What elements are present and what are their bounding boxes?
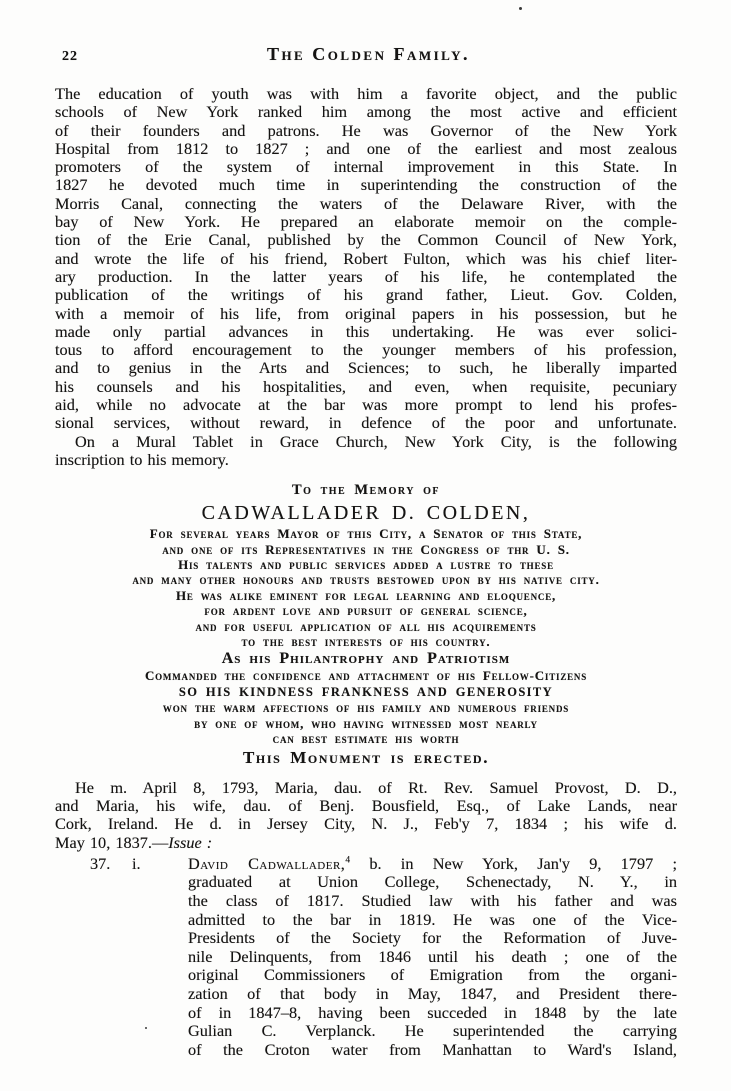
inscription-line: Commanded the confidence and attachment of his Fellow-Citizens [144, 668, 588, 684]
inscription-line: for ardent love and pursuit of general science, [204, 603, 528, 619]
body-text-line: publication of the writings of his grand father, Lieut. Gov. Colden, [55, 285, 677, 305]
body-text-line: tion of the Erie Canal, published by the Common Council of New York, [55, 230, 677, 250]
inscription-line: won the warm affections of his family and numerous friends [162, 700, 570, 716]
ink-speck-left [145, 1027, 147, 1029]
entry-text-line: admitted to the bar in 1819. He was one of the Vice- [188, 909, 677, 929]
body-text-line: Morris Canal, connecting the waters of the Delaware River, with the [55, 193, 677, 213]
entry-continuation-lines [188, 873, 677, 1059]
inscription-line: He was alike eminent for legal learning and eloquence, [175, 587, 557, 603]
entry-text-line: Gulian C. Verplanck. He superintended the carrying [188, 1021, 677, 1041]
memorial-inscription [55, 480, 677, 768]
entry-text-line: original Commissioners of Emigration from the organi- [188, 965, 677, 985]
body-text-line: schools of New York ranked him among the most active and efficient [55, 102, 677, 122]
marriage-lines [55, 779, 677, 834]
inscription-line: by one of whom, who having witnessed most nearly [194, 715, 538, 731]
inscription-line: His talents and public services added a lustre to these [178, 557, 554, 573]
running-title: The Colden Family. [266, 44, 471, 64]
body-text-line: On a Mural Tablet in Grace Church, New York City, is the following [75, 431, 677, 451]
entry-body [188, 855, 677, 1060]
body-text-line: promoters of the system of internal improvement in this State. In [55, 157, 677, 177]
issue-line-date: May 10, 1837.— [55, 832, 169, 852]
inscription-line: As his Philantrophy and Patriotism [221, 650, 511, 668]
ink-speck-top [519, 7, 522, 10]
body-text-line: The education of youth was with him a favorite object, and the public [55, 84, 677, 103]
inscription-line: To the Memory of [292, 482, 440, 499]
entry-text-line: zation of that body in May, 1847, and President there- [188, 983, 677, 1003]
body-text-line: and Maria, his wife, dau. of Benj. Bousfield, Esq., of Lake Lands, near [55, 795, 677, 815]
paragraph-biography [55, 85, 677, 433]
paragraph-marriage [55, 779, 677, 852]
entry-text-line: of in 1847–8, having been succeded in 1848 by the late [188, 1002, 677, 1022]
entry-text-line: graduated at Union College, Schenectady, N. Y., in [188, 872, 677, 892]
inscription-line: to the best interests of his country. [241, 634, 491, 650]
person-name: David Cadwallader, [188, 853, 346, 873]
body-text-line: inscription to his memory. [55, 449, 229, 469]
body-text-line: and to genius in the Arts and Sciences; to such, he liberally imparted [55, 358, 677, 378]
inscription-line: and many other honours and trusts bestowed upon by his native city. [132, 572, 600, 588]
inscription-line: For several years Mayor of this City, a Senator of this State, [149, 526, 583, 542]
body-text-line: his counsels and his hospitalities, and even, when requisite, pecuniary [55, 376, 677, 396]
entry-text-line: nile Delinquents, from 1846 until his death ; one of the [188, 946, 677, 966]
paragraph-mural-tablet [55, 433, 677, 470]
generation-superscript: 4 [345, 855, 351, 866]
body-text-line: aid, while no advocate at the bar was more prompt to lend his profes- [55, 395, 677, 415]
entry-first-line-rest: b. in New York, Jan'y 9, 1797 ; [369, 853, 677, 873]
running-header [0, 0, 731, 65]
body-text-line: and wrote the life of his friend, Robert Fulton, which was his chief liter- [55, 248, 677, 268]
issue-line [55, 834, 677, 852]
body-text-line: bay of New York. He prepared an elaborate memoir on the comple- [55, 212, 677, 232]
inscription-line: and for useful application of all his acquirements [195, 618, 537, 634]
page-number: 22 [62, 49, 78, 64]
body-text-line: with a memoir of his life, from original papers in his possession, but he [55, 303, 677, 323]
issue-label: Issue : [168, 832, 213, 852]
body-text-line: He m. April 8, 1793, Maria, dau. of Rt. Rev. Samuel Provost, D. D., [75, 777, 677, 797]
entry-text-line: Presidents of the Society for the Reformation of Juve- [188, 928, 677, 948]
entry-number: 37. [90, 853, 111, 873]
inscription-line: can best estimate his worth [272, 731, 460, 747]
entry-text-line: the class of 1817. Studied law with his father and was [188, 890, 677, 910]
body-text-line: sional services, without reward, in defence of the poor and unfortunate. [55, 413, 677, 433]
page-content [0, 85, 731, 1059]
body-text-line: made only partial advances in this undertaking. He was ever solici- [55, 321, 677, 341]
issue-entry-37 [55, 855, 677, 1060]
body-text-line: 1827 he devoted much time in superintending the construction of the [55, 175, 677, 195]
body-text-line: Cork, Ireland. He d. in Jersey City, N. J., Feb'y 7, 1834 ; his wife d. [55, 814, 677, 834]
entry-roman-numeral: i. [132, 853, 141, 873]
inscription-line: This Monument is erected. [242, 747, 490, 767]
entry-first-line [188, 855, 677, 874]
entry-text-line: of the Croton water from Manhattan to Ward's Island, [188, 1039, 677, 1059]
body-text-line: tous to afford encouragement to the younger members of his profession, [55, 340, 677, 360]
body-text-line: Hospital from 1812 to 1827 ; and one of the earliest and most zealous [55, 138, 677, 158]
body-text-line: ary production. In the latter years of his life, he contemplated the [55, 266, 677, 286]
inscription-line: and one of its Representatives in the Congress of thr U. S. [162, 541, 570, 557]
body-text-line: of their founders and patrons. He was Governor of the New York [55, 120, 677, 140]
inscription-line: SO HIS KINDNESS FRANKNESS AND GENEROSITY [178, 684, 554, 699]
inscription-line: CADWALLADER D. COLDEN, [201, 502, 531, 525]
